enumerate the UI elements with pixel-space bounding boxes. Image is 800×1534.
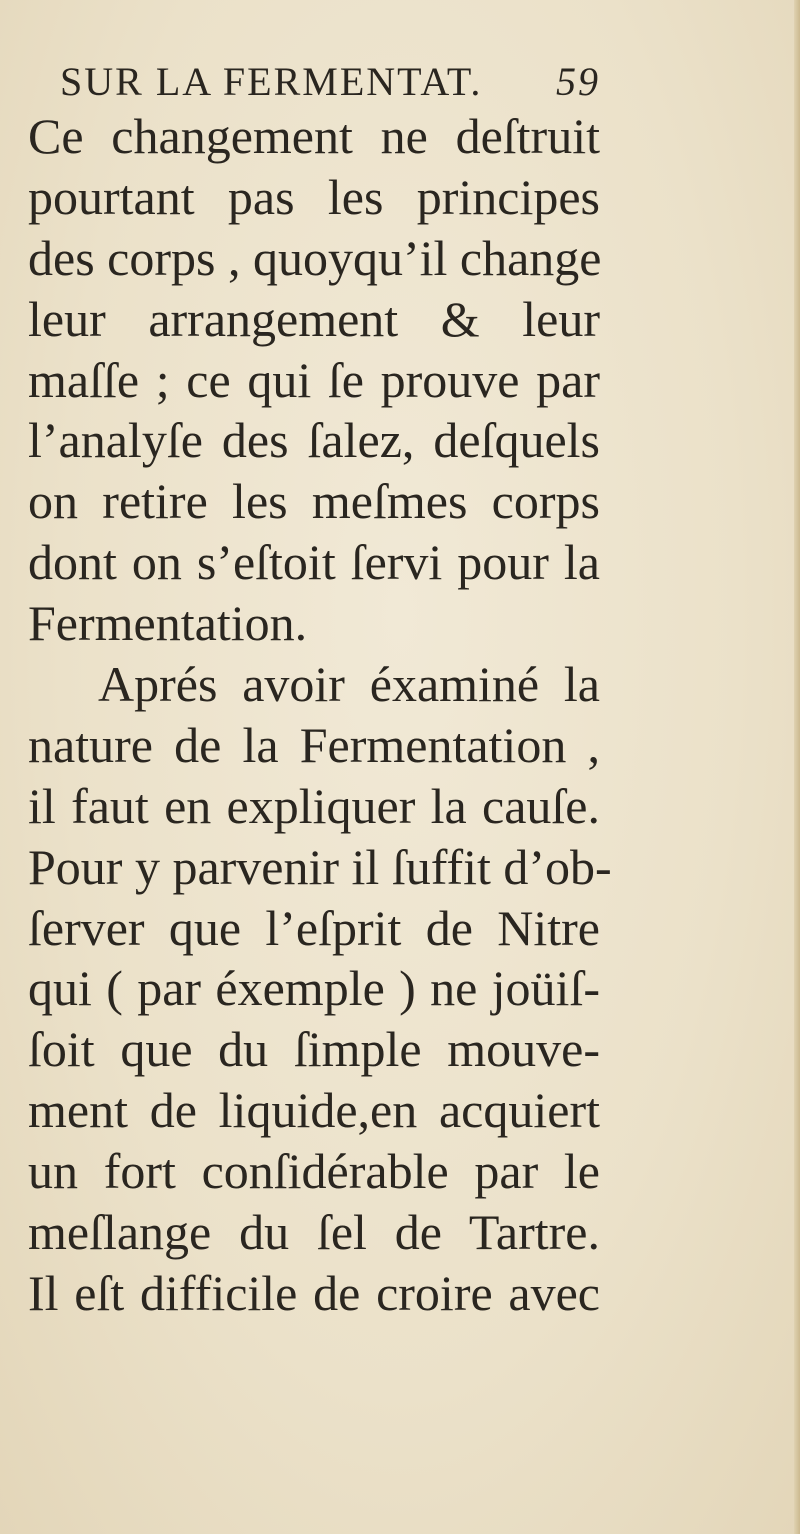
text-line: dont on s’eſtoit ſervi pour la bbox=[28, 534, 600, 591]
text-line: qui ( par éxemple ) ne joüiſ- bbox=[28, 960, 600, 1017]
text-line: l’analyſe des ſalez, deſquels bbox=[28, 412, 600, 469]
text-line: ſerver que l’eſprit de Nitre bbox=[28, 899, 600, 956]
text-line: Il eſt difficile de croire avec bbox=[28, 1264, 600, 1321]
running-title: SUR LA FERMENTAT. bbox=[60, 59, 483, 104]
text-line: Pour y parvenir il ſuffit d’ob- bbox=[28, 838, 612, 895]
text-line: nature de la Fermentation , bbox=[28, 716, 600, 773]
text-line: leur arrangement & leur bbox=[28, 290, 600, 347]
text-line: ſoit que du ſimple mouve- bbox=[28, 1021, 600, 1078]
paragraph-first-line: Aprés avoir éxaminé la bbox=[98, 656, 600, 713]
text-line: ment de liquide,en acquiert bbox=[28, 1082, 600, 1139]
body-text bbox=[28, 106, 612, 1324]
text-line: il faut en expliquer la cauſe. bbox=[28, 777, 600, 834]
text-line: on retire les meſmes corps bbox=[28, 473, 600, 530]
text-line: un fort conſidérable par le bbox=[28, 1143, 600, 1200]
page-edge bbox=[794, 0, 800, 1534]
text-line: des corps , quoyqu’il change bbox=[28, 229, 602, 286]
page-number: 59 bbox=[556, 59, 600, 104]
text-line: meſlange du ſel de Tartre. bbox=[28, 1204, 600, 1261]
text-line: maſſe ; ce qui ſe prouve par bbox=[28, 351, 600, 408]
text-line: Ce changement ne deſtruit bbox=[28, 108, 600, 164]
text-line: Fermentation. bbox=[28, 595, 308, 652]
text-line: pourtant pas les principes bbox=[28, 168, 600, 225]
